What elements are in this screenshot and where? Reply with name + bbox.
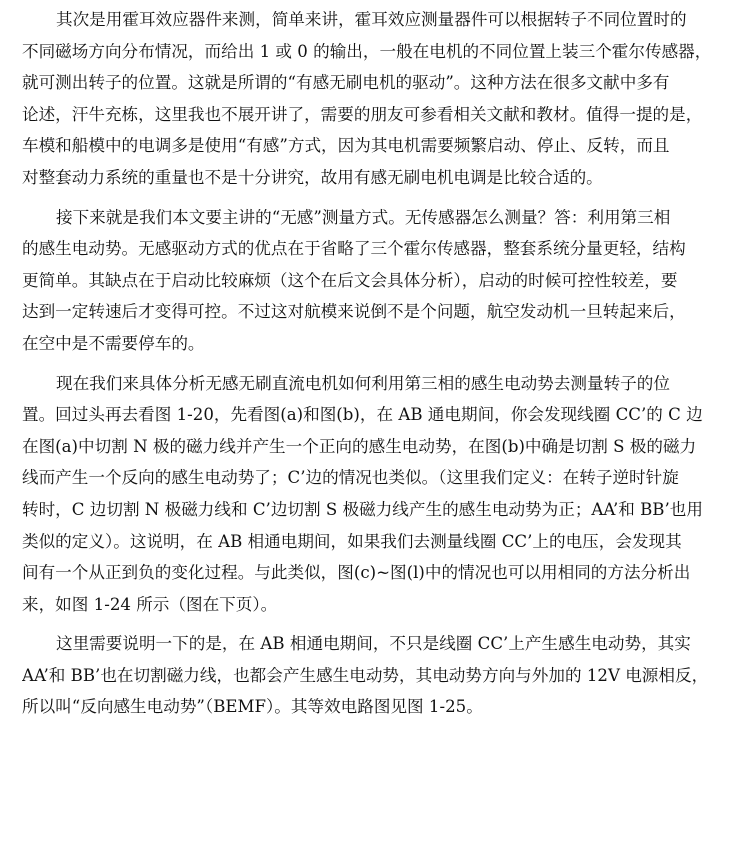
text-line: 达到一定转速后才变得可控。不过这对航模来说倒不是个问题，航空发动机一旦转起来后，	[22, 302, 686, 322]
paragraph-hall-sensor	[22, 4, 729, 194]
text-line: 更简单。其缺点在于启动比较麻烦（这个在后文会具体分析），启动的时候可控性较差，要	[22, 270, 678, 290]
text-line: 转时，C 边切割 N 极磁力线和 C’边切割 S 极磁力线产生的感生电动势为正；AA’和 BB’也用	[22, 499, 703, 519]
text-line: 所以叫“反向感生电动势”（BEMF）。其等效电路图见图 1-25。	[22, 697, 483, 717]
text-line: 不同磁场方向分布情况，而给出 1 或 0 的输出，一般在电机的不同位置上装三个霍尔传感器，	[22, 41, 712, 61]
text-line: 来，如图 1-24 所示（图在下页）。	[22, 594, 278, 614]
text-line: 置。回过头再去看图 1-20，先看图(a)和图(b)，在 AB 通电期间，你会发现线圈 CC’的 C 边	[22, 405, 703, 425]
text-line: 间有一个从正到负的变化过程。与此类似，图(c)~图(l)中的情况也可以用相同的方法分析出	[22, 563, 691, 583]
text-line: 论述，汗牛充栋，这里我也不展开讲了，需要的朋友可参看相关文献和教材。值得一提的是，	[22, 104, 703, 124]
paragraph-sensorless	[22, 202, 729, 360]
text-line: 这里需要说明一下的是，在 AB 相通电期间，不只是线圈 CC’上产生感生电动势，其实	[56, 634, 691, 654]
text-line: 的感生电动势。无感驱动方式的优点在于省略了三个霍尔传感器，整套系统分量更轻，结构	[22, 239, 686, 259]
text-line: 线而产生一个反向的感生电动势了；C’边的情况也类似。（这里我们定义：在转子逆时针旋	[22, 468, 679, 488]
text-line: 现在我们来具体分析无感无刷直流电机如何利用第三相的感生电动势去测量转子的位	[56, 373, 670, 393]
text-line: 在图(a)中切割 N 极的磁力线并产生一个正向的感生电动势，在图(b)中确是切割 S 极的磁力	[22, 436, 697, 456]
text-line: 其次是用霍耳效应器件来测，简单来讲，霍耳效应测量器件可以根据转子不同位置时的	[56, 10, 687, 29]
paragraph-analysis	[22, 368, 729, 621]
paragraph-bemf	[22, 628, 729, 723]
text-line: 接下来就是我们本文要主讲的“无感”测量方式。无传感器怎么测量？答：利用第三相	[56, 207, 671, 227]
text-line: 类似的定义）。这说明，在 AB 相通电期间，如果我们去测量线圈 CC’上的电压，会发现其	[22, 531, 682, 551]
text-line: 在空中是不需要停车的。	[22, 333, 205, 353]
text-line: 车模和船模中的电调多是使用“有感”方式，因为其电机需要频繁启动、停止、反转，而且	[22, 136, 670, 156]
text-line: AA’和 BB’也在切割磁力线，也都会产生感生电动势，其电动势方向与外加的 12V 电源相反，	[22, 665, 709, 685]
text-line: 对整套动力系统的重量也不是十分讲究，故用有感无刷电机电调是比较合适的。	[22, 167, 603, 187]
text-line: 就可测出转子的位置。这就是所谓的“有感无刷电机的驱动”。这种方法在很多文献中多有	[22, 73, 670, 93]
